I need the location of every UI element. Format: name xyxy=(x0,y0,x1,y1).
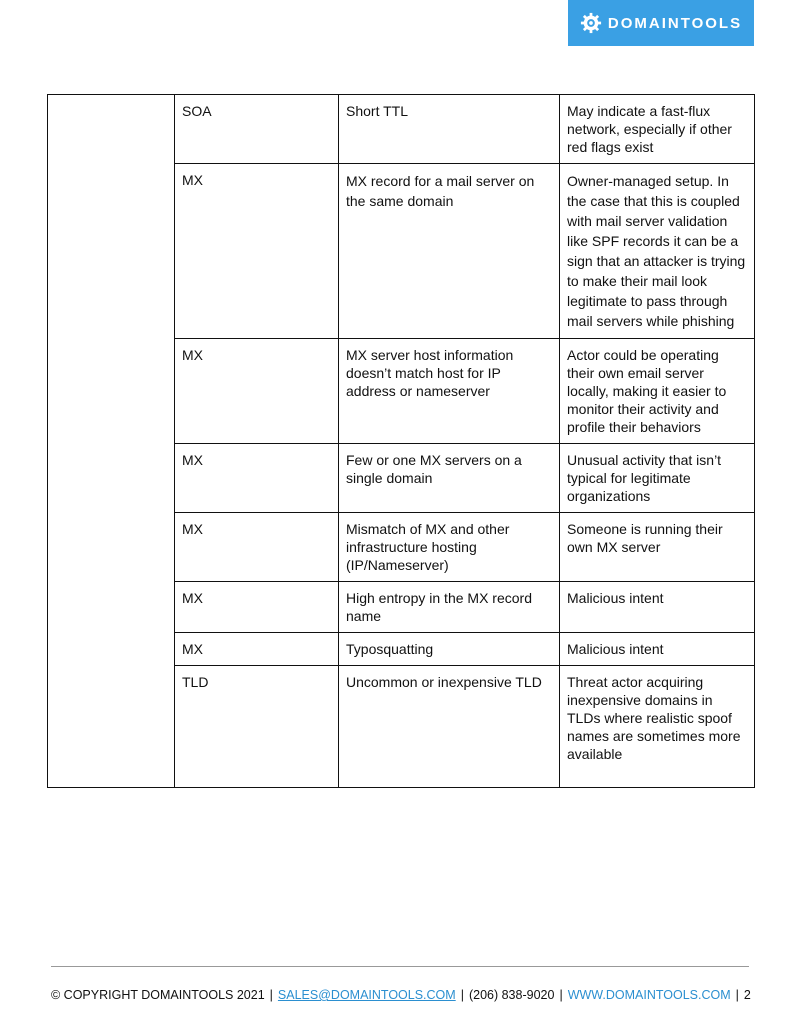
indicator-cell: Mismatch of MX and other infrastructure hosting (IP/Nameserver) xyxy=(339,513,560,582)
footer-separator: | xyxy=(269,988,273,1002)
indicator-cell: MX record for a mail server on the same domain xyxy=(339,164,560,339)
table-row xyxy=(48,95,755,164)
meaning-cell: Someone is running their own MX server xyxy=(560,513,755,582)
indicator-cell: High entropy in the MX record name xyxy=(339,582,560,633)
copyright-text: © COPYRIGHT DOMAINTOOLS 2021 xyxy=(51,988,265,1002)
meaning-cell: Owner-managed setup. In the case that this is coupled with mail server validation like SPF records it can be a sign that an attacker is trying to make their mail look legitimate to pass through mail servers while phishing xyxy=(560,164,755,339)
meaning-cell: May indicate a fast-flux network, especially if other red flags exist xyxy=(560,95,755,164)
meaning-cell: Malicious intent xyxy=(560,633,755,666)
indicator-cell: Few or one MX servers on a single domain xyxy=(339,444,560,513)
sales-email-link[interactable]: SALES@DOMAINTOOLS.COM xyxy=(277,988,456,1002)
website-link[interactable]: WWW.DOMAINTOOLS.COM xyxy=(567,988,731,1002)
meaning-cell: Actor could be operating their own email server locally, making it easier to monitor their activity and profile their behaviors xyxy=(560,339,755,444)
domaintools-logo xyxy=(568,0,754,46)
meaning-cell: Malicious intent xyxy=(560,582,755,633)
record-type-cell: MX xyxy=(175,633,339,666)
page-number: 2 xyxy=(743,988,751,1002)
meaning-cell: Unusual activity that isn’t typical for legitimate organizations xyxy=(560,444,755,513)
logo-text: DOMAINTOOLS xyxy=(607,14,743,32)
record-type-cell: MX xyxy=(175,164,339,339)
indicator-cell: MX server host information doesn’t match host for IP address or nameserver xyxy=(339,339,560,444)
record-type-cell: MX xyxy=(175,513,339,582)
category-cell xyxy=(48,95,175,788)
gear-logo-icon xyxy=(580,12,602,34)
dns-signals-table xyxy=(47,94,755,788)
indicator-cell: Uncommon or inexpensive TLD xyxy=(339,666,560,788)
record-type-cell: MX xyxy=(175,339,339,444)
phone-number: (206) 838-9020 xyxy=(468,988,555,1002)
footer-separator: | xyxy=(735,988,739,1002)
page-footer xyxy=(51,988,751,1002)
record-type-cell: MX xyxy=(175,582,339,633)
footer-divider xyxy=(51,966,749,967)
record-type-cell: MX xyxy=(175,444,339,513)
indicator-cell: Typosquatting xyxy=(339,633,560,666)
record-type-cell: SOA xyxy=(175,95,339,164)
footer-separator: | xyxy=(460,988,464,1002)
indicator-cell: Short TTL xyxy=(339,95,560,164)
meaning-cell: Threat actor acquiring inexpensive domains in TLDs where realistic spoof names are sometimes more available xyxy=(560,666,755,788)
record-type-cell: TLD xyxy=(175,666,339,788)
footer-separator: | xyxy=(559,988,563,1002)
